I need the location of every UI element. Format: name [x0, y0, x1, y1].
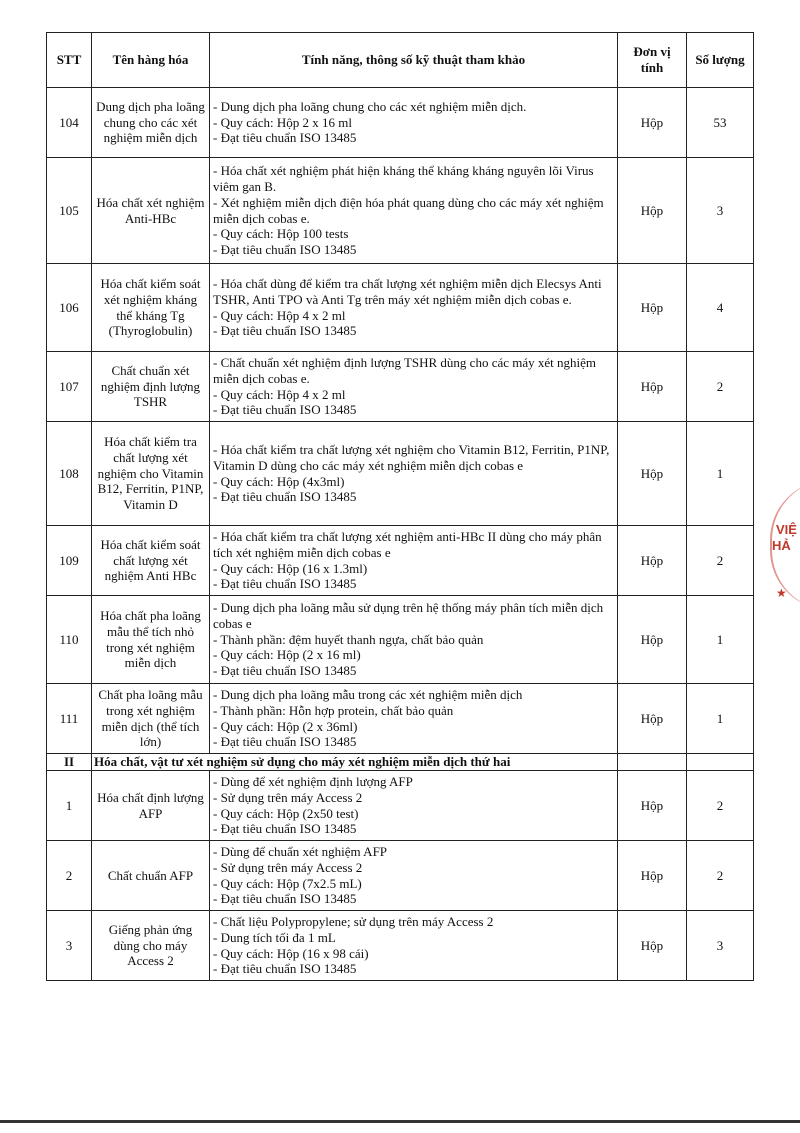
unit-cell: Hộp [618, 526, 687, 596]
product-name: Chất chuẩn AFP [92, 841, 210, 911]
spec-line: - Hóa chất kiểm tra chất lượng xét nghiệm anti-HBc II dùng cho máy phân tích xét nghiệm miễn dịch cobas e [213, 528, 602, 560]
spec-line: - Đạt tiêu chuẩn ISO 13485 [213, 961, 357, 977]
spec-line: - Quy cách: Hộp (2x50 test) [213, 805, 359, 821]
product-spec [210, 158, 618, 264]
spec-line: - Quy cách: Hộp (2 x 16 ml) [213, 647, 361, 663]
row-number: 109 [47, 526, 92, 596]
table-row [47, 771, 754, 841]
spec-line: - Quy cách: Hộp 100 tests [213, 226, 349, 242]
table-header-row [47, 33, 754, 88]
product-name: Hóa chất xét nghiệm Anti-HBc [92, 158, 210, 264]
product-name: Hóa chất kiểm soát chất lượng xét nghiệm Anti HBc [92, 526, 210, 596]
unit-cell: Hộp [618, 158, 687, 264]
section-row [47, 754, 754, 771]
product-spec [210, 352, 618, 422]
unit-cell: Hộp [618, 264, 687, 352]
spec-line: - Quy cách: Hộp 4 x 2 ml [213, 307, 346, 323]
product-spec [210, 264, 618, 352]
row-number: 105 [47, 158, 92, 264]
quantity-cell: 1 [687, 596, 754, 684]
table-row [47, 596, 754, 684]
table-row [47, 158, 754, 264]
spec-line: - Quy cách: Hộp 4 x 2 ml [213, 386, 346, 402]
spec-line: - Đạt tiêu chuẩn ISO 13485 [213, 242, 357, 258]
product-spec [210, 841, 618, 911]
spec-line: - Thành phần: Hỗn hợp protein, chất bảo quản [213, 702, 454, 718]
spec-line: - Quy cách: Hộp (2 x 36ml) [213, 718, 358, 734]
row-number: 110 [47, 596, 92, 684]
quantity-cell: 3 [687, 158, 754, 264]
specification-table [46, 32, 754, 981]
row-number: 3 [47, 911, 92, 981]
product-spec [210, 526, 618, 596]
spec-line: - Quy cách: Hộp (4x3ml) [213, 473, 345, 489]
header-spec: Tính năng, thông số kỹ thuật tham khảo [210, 33, 618, 88]
spec-line: - Hóa chất dùng để kiểm tra chất lượng xét nghiệm miễn dịch Elecsys Anti TSHR, Anti TPO và Anti Tg trên máy xét nghiệm miễn dịch cobas e. [213, 275, 602, 307]
row-number: 104 [47, 88, 92, 158]
spec-line: - Sử dụng trên máy Access 2 [213, 789, 363, 805]
quantity-cell: 2 [687, 526, 754, 596]
quantity-cell: 2 [687, 771, 754, 841]
spec-line: - Dung dịch pha loãng mẫu trong các xét nghiệm miễn dịch [213, 686, 523, 702]
table-row [47, 841, 754, 911]
spec-line: - Hóa chất xét nghiệm phát hiện kháng thể kháng kháng nguyên lõi Virus viêm gan B. [213, 163, 594, 194]
spec-line: - Đạt tiêu chuẩn ISO 13485 [213, 323, 357, 339]
header-unit: Đơn vị tính [618, 33, 687, 88]
spec-line: - Quy cách: Hộp 2 x 16 ml [213, 114, 353, 130]
unit-cell: Hộp [618, 841, 687, 911]
section-empty-unit [618, 754, 687, 771]
spec-line: - Đạt tiêu chuẩn ISO 13485 [213, 402, 357, 418]
unit-cell: Hộp [618, 596, 687, 684]
red-stamp-fragment [762, 470, 800, 620]
quantity-cell: 53 [687, 88, 754, 158]
spec-line: - Hóa chất kiểm tra chất lượng xét nghiệm cho Vitamin B12, Ferritin, P1NP, Vitamin D dùng cho các máy xét nghiệm miễn dịch cobas e [213, 441, 610, 473]
quantity-cell: 1 [687, 684, 754, 754]
spec-line: - Quy cách: Hộp (16 x 1.3ml) [213, 560, 368, 576]
row-number: 106 [47, 264, 92, 352]
product-spec [210, 88, 618, 158]
spec-line: - Xét nghiệm miễn dịch điện hóa phát quang dùng cho các máy xét nghiệm miễn dịch cobas e. [213, 194, 604, 226]
spec-line: - Dung dịch pha loãng chung cho các xét nghiệm miễn dịch. [213, 98, 527, 114]
section-title: Hóa chất, vật tư xét nghiệm sử dụng cho máy xét nghiệm miễn dịch thứ hai [92, 754, 618, 771]
table-row [47, 352, 754, 422]
section-empty-qty [687, 754, 754, 771]
quantity-cell: 2 [687, 352, 754, 422]
spec-line: - Đạt tiêu chuẩn ISO 13485 [213, 130, 357, 146]
scan-edge-line [0, 1120, 800, 1123]
quantity-cell: 2 [687, 841, 754, 911]
table-row [47, 526, 754, 596]
header-qty: Số lượng [687, 33, 754, 88]
stamp-star-icon: ★ [776, 586, 787, 600]
spec-line: - Chất liệu Polypropylene; sử dụng trên máy Access 2 [213, 913, 494, 929]
unit-cell: Hộp [618, 771, 687, 841]
spec-line: - Dùng để xét nghiệm định lượng AFP [213, 773, 413, 789]
spec-line: - Đạt tiêu chuẩn ISO 13485 [213, 489, 357, 505]
product-name: Hóa chất pha loãng mẫu thể tích nhỏ trong xét nghiệm miễn dịch [92, 596, 210, 684]
spec-line: - Đạt tiêu chuẩn ISO 13485 [213, 891, 357, 907]
stamp-text-1: VIỆ [776, 522, 797, 537]
table-row [47, 88, 754, 158]
unit-cell: Hộp [618, 684, 687, 754]
product-name: Hóa chất kiểm soát xét nghiệm kháng thể kháng Tg (Thyroglobulin) [92, 264, 210, 352]
table-row [47, 911, 754, 981]
row-number: 108 [47, 422, 92, 526]
spec-line: - Đạt tiêu chuẩn ISO 13485 [213, 663, 357, 679]
spec-line: - Thành phần: đệm huyết thanh ngựa, chất bảo quản [213, 631, 484, 647]
spec-line: - Dùng để chuẩn xét nghiệm AFP [213, 843, 388, 859]
row-number: 2 [47, 841, 92, 911]
spec-line: - Dung dịch pha loãng mẫu sử dụng trên hệ thống máy phân tích miễn dịch cobas e [213, 600, 604, 631]
unit-cell: Hộp [618, 911, 687, 981]
quantity-cell: 4 [687, 264, 754, 352]
stamp-text-2: HẢ [772, 538, 791, 553]
table-row [47, 684, 754, 754]
product-name: Hóa chất định lượng AFP [92, 771, 210, 841]
table-row [47, 264, 754, 352]
row-number: 1 [47, 771, 92, 841]
spec-line: - Sử dụng trên máy Access 2 [213, 859, 363, 875]
product-name: Hóa chất kiểm tra chất lượng xét nghiệm cho Vitamin B12, Ferritin, P1NP, Vitamin D [92, 422, 210, 526]
spec-line: - Đạt tiêu chuẩn ISO 13485 [213, 821, 357, 837]
product-spec [210, 771, 618, 841]
product-spec [210, 596, 618, 684]
product-spec [210, 911, 618, 981]
header-name: Tên hàng hóa [92, 33, 210, 88]
spec-line: - Chất chuẩn xét nghiệm định lượng TSHR dùng cho các máy xét nghiệm miễn dịch cobas e. [213, 354, 597, 386]
product-name: Chất pha loãng mẫu trong xét nghiệm miễn dịch (thể tích lớn) [92, 684, 210, 754]
unit-cell: Hộp [618, 352, 687, 422]
quantity-cell: 1 [687, 422, 754, 526]
spec-line: - Đạt tiêu chuẩn ISO 13485 [213, 576, 357, 592]
spec-line: - Quy cách: Hộp (16 x 98 cái) [213, 945, 369, 961]
row-number: 107 [47, 352, 92, 422]
product-name: Giếng phản ứng dùng cho máy Access 2 [92, 911, 210, 981]
spec-line: - Quy cách: Hộp (7x2.5 mL) [213, 875, 362, 891]
unit-cell: Hộp [618, 88, 687, 158]
section-number: II [47, 754, 92, 771]
product-name: Chất chuẩn xét nghiệm định lượng TSHR [92, 352, 210, 422]
product-spec [210, 684, 618, 754]
table-row [47, 422, 754, 526]
product-name: Dung dịch pha loãng chung cho các xét nghiệm miễn dịch [92, 88, 210, 158]
unit-cell: Hộp [618, 422, 687, 526]
quantity-cell: 3 [687, 911, 754, 981]
header-stt: STT [47, 33, 92, 88]
product-spec [210, 422, 618, 526]
spec-line: - Đạt tiêu chuẩn ISO 13485 [213, 734, 357, 750]
spec-line: - Dung tích tối đa 1 mL [213, 929, 336, 945]
row-number: 111 [47, 684, 92, 754]
